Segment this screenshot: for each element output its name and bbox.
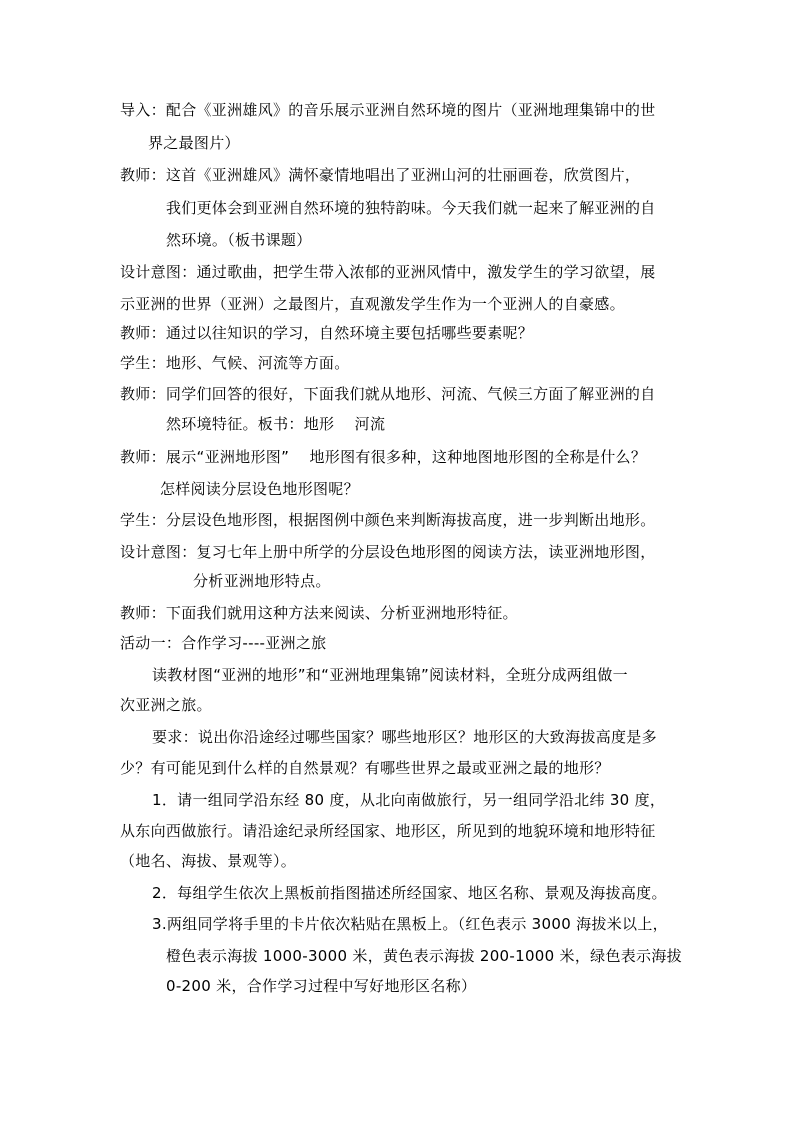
- teacher-line-1: 教师：这首《亚洲雄风》满怀豪情地唱出了亚洲山河的壮丽画卷，欣赏图片，: [120, 166, 641, 184]
- student-map-answer-line: 学生：分层设色地形图，根据图例中颜色来判断海拔高度，进一步判断出地形。: [120, 511, 656, 529]
- step-3-line-2: 橙色表示海拔 1000-3000 米，黄色表示海拔 200-1000 米，绿色表示海拔: [166, 947, 682, 965]
- teacher-method-line: 教师：下面我们就用这种方法来阅读、分析亚洲地形特征。: [120, 604, 518, 622]
- teacher-reply-line-1: 教师：同学们回答的很好，下面我们就从地形、河流、气候三方面了解亚洲的自: [120, 385, 656, 403]
- student-answer-line: 学生：地形、气候、河流等方面。: [120, 354, 350, 372]
- teacher-reply-line-2: 然环境特征。板书：地形 河流: [166, 415, 386, 433]
- design-intent-2-line-1: 设计意图：复习七年上册中所学的分层设色地形图的阅读方法，读亚洲地形图，: [120, 543, 656, 561]
- step-1-line-3: （地名、海拔、景观等）。: [120, 852, 297, 870]
- teacher-line-3: 然环境。（板书课题）: [166, 231, 312, 249]
- requirement-line-2: 少？有可能见到什么样的自然景观？有哪些世界之最或亚洲之最的地形？: [120, 759, 610, 777]
- paragraph-intro-line-2: 界之最图片）: [148, 134, 240, 152]
- paragraph-intro-line-1: 导入：配合《亚洲雄风》的音乐展示亚洲自然环境的图片（亚洲地理集锦中的世: [120, 101, 656, 119]
- teacher-map-line-1: 教师：展示“亚洲地形图” 地形图有很多种，这种地图地形图的全称是什么？: [120, 448, 647, 466]
- design-intent-line-1: 设计意图：通过歌曲，把学生带入浓郁的亚洲风情中，激发学生的学习欲望，展: [120, 263, 656, 281]
- step-1-line-1: 1．请一组同学沿东经 80 度，从北向南做旅行，另一组同学沿北纬 30 度，: [152, 791, 666, 809]
- design-intent-line-2: 示亚洲的世界（亚洲）之最图片，直观激发学生作为一个亚洲人的自豪感。: [120, 295, 625, 313]
- activity-read-line-1: 读教材图“亚洲的地形”和“亚洲地理集锦”阅读材料，全班分成两组做一: [152, 666, 628, 684]
- teacher-line-2: 我们更体会到亚洲自然环境的独特韵味。今天我们就一起来了解亚洲的自: [166, 199, 656, 217]
- requirement-line-1: 要求：说出你沿途经过哪些国家？哪些地形区？地形区的大致海拔高度是多: [152, 728, 657, 746]
- step-1-line-2: 从东向西做旅行。请沿途纪录所经国家、地形区，所见到的地貌环境和地形特征: [120, 822, 656, 840]
- activity-one-heading: 活动一：合作学习----亚洲之旅: [120, 634, 327, 652]
- activity-read-line-2: 次亚洲之旅。: [120, 696, 212, 714]
- step-3-line-3: 0-200 米，合作学习过程中写好地形区名称）: [166, 977, 477, 995]
- step-2-line: 2．每组学生依次上黑板前指图描述所经国家、地区名称、景观及海拔高度。: [152, 884, 667, 902]
- design-intent-2-line-2: 分析亚洲地形特点。: [193, 572, 331, 590]
- step-3-line-1: 3.两组同学将手里的卡片依次粘贴在黑板上。（红色表示 3000 海拔米以上，: [152, 915, 668, 933]
- teacher-question-line: 教师：通过以往知识的学习，自然环境主要包括哪些要素呢？: [120, 324, 534, 342]
- teacher-map-line-2: 怎样阅读分层设色地形图呢？: [160, 480, 359, 498]
